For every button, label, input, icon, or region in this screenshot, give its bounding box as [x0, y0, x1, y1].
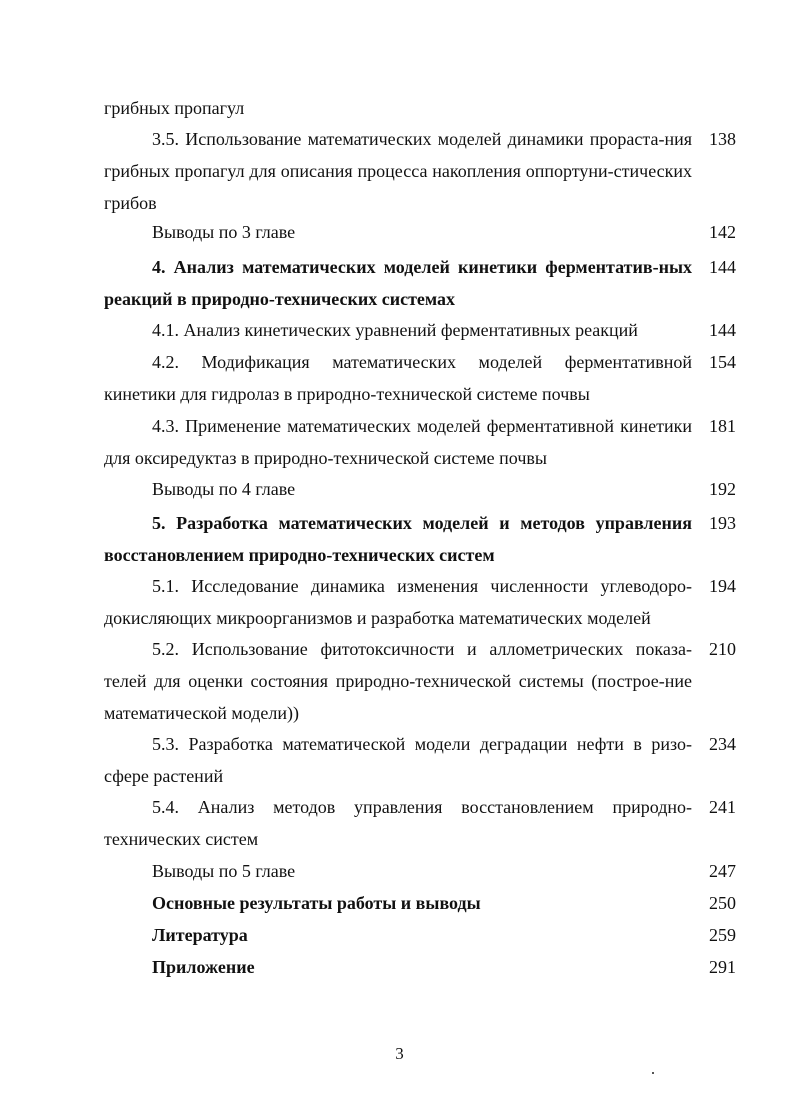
toc-entry-text: Основные результаты работы и выводы	[152, 893, 481, 913]
toc-entry-page: 234	[709, 734, 736, 754]
toc-entry	[104, 473, 736, 505]
toc-entry	[104, 216, 736, 248]
toc-entry-page: 241	[709, 797, 736, 817]
toc-entry-text: Выводы по 5 главе	[152, 861, 296, 881]
toc-entry	[104, 314, 736, 346]
toc-entry-page: 192	[709, 479, 736, 499]
toc-entry-page: 210	[709, 639, 736, 659]
toc-entry	[104, 251, 736, 315]
toc-entry	[104, 887, 736, 919]
toc-entry-page: 138	[709, 129, 736, 149]
toc-entry-page: 247	[709, 861, 736, 881]
toc-entry-text: 5.2. Использование фитотоксичности и аллометрических показа-телей для оценки состояния природно-технической системы (построе-ние математической модели))	[104, 639, 692, 723]
toc-entry	[104, 919, 736, 951]
toc-entry-page: 181	[709, 416, 736, 436]
page-number: 3	[395, 1044, 404, 1063]
toc-entry-text: грибных пропагул	[104, 98, 245, 118]
toc-entry-text: 5.3. Разработка математической модели деградации нефти в ризо-сфере растений	[104, 734, 692, 786]
toc-entry	[104, 791, 736, 855]
toc-entry-text: Выводы по 4 главе	[152, 479, 296, 499]
toc-entry-text: Литература	[152, 925, 248, 945]
toc-entry	[104, 728, 736, 792]
toc-entry	[104, 410, 736, 474]
toc-entry-page: 193	[709, 513, 736, 533]
toc-entry-page: 154	[709, 352, 736, 372]
toc-entry-text: Выводы по 3 главе	[152, 222, 296, 242]
toc-entry-text: 4.2. Модификация математических моделей ферментативной кинетики для гидролаз в природно-технической системе почвы	[104, 352, 692, 404]
toc-entry-page: 144	[709, 320, 736, 340]
toc-entry	[104, 951, 736, 983]
toc-entry-page: 259	[709, 925, 736, 945]
toc-entry-text: 3.5. Использование математических моделей динамики прораста-ния грибных пропагул для описания процесса накопления оппортуни-стических грибов	[104, 129, 692, 213]
toc-entry	[104, 123, 736, 219]
toc-entry-text: 4.3. Применение математических моделей ферментативной кинетики для оксиредуктаз в природно-технической системе почвы	[104, 416, 692, 468]
toc-entry-text: Приложение	[152, 957, 255, 977]
toc-entry	[104, 855, 736, 887]
toc-entry-page: 144	[709, 257, 736, 277]
toc-entry-page: 291	[709, 957, 736, 977]
toc-entry	[104, 507, 736, 571]
toc-entry	[104, 570, 736, 634]
scan-speck	[652, 1072, 654, 1074]
toc-entry	[104, 92, 736, 124]
toc-entry-text: 4. Анализ математических моделей кинетики ферментатив-ных реакций в природно-технических системах	[104, 257, 692, 309]
toc-entry	[104, 633, 736, 729]
toc-entry-page: 250	[709, 893, 736, 913]
toc-entry-page: 142	[709, 222, 736, 242]
toc-entry-text: 4.1. Анализ кинетических уравнений ферментативных реакций	[152, 320, 638, 340]
toc-entry-text: 5.4. Анализ методов управления восстановлением природно-технических систем	[104, 797, 692, 849]
toc-entry	[104, 346, 736, 410]
toc-entry-page: 194	[709, 576, 736, 596]
toc-entry-text: 5. Разработка математических моделей и методов управления восстановлением природно-технических систем	[104, 513, 692, 565]
toc-entry-text: 5.1. Исследование динамика изменения численности углеводоро-докисляющих микроорганизмов и разработка математических моделей	[104, 576, 692, 628]
